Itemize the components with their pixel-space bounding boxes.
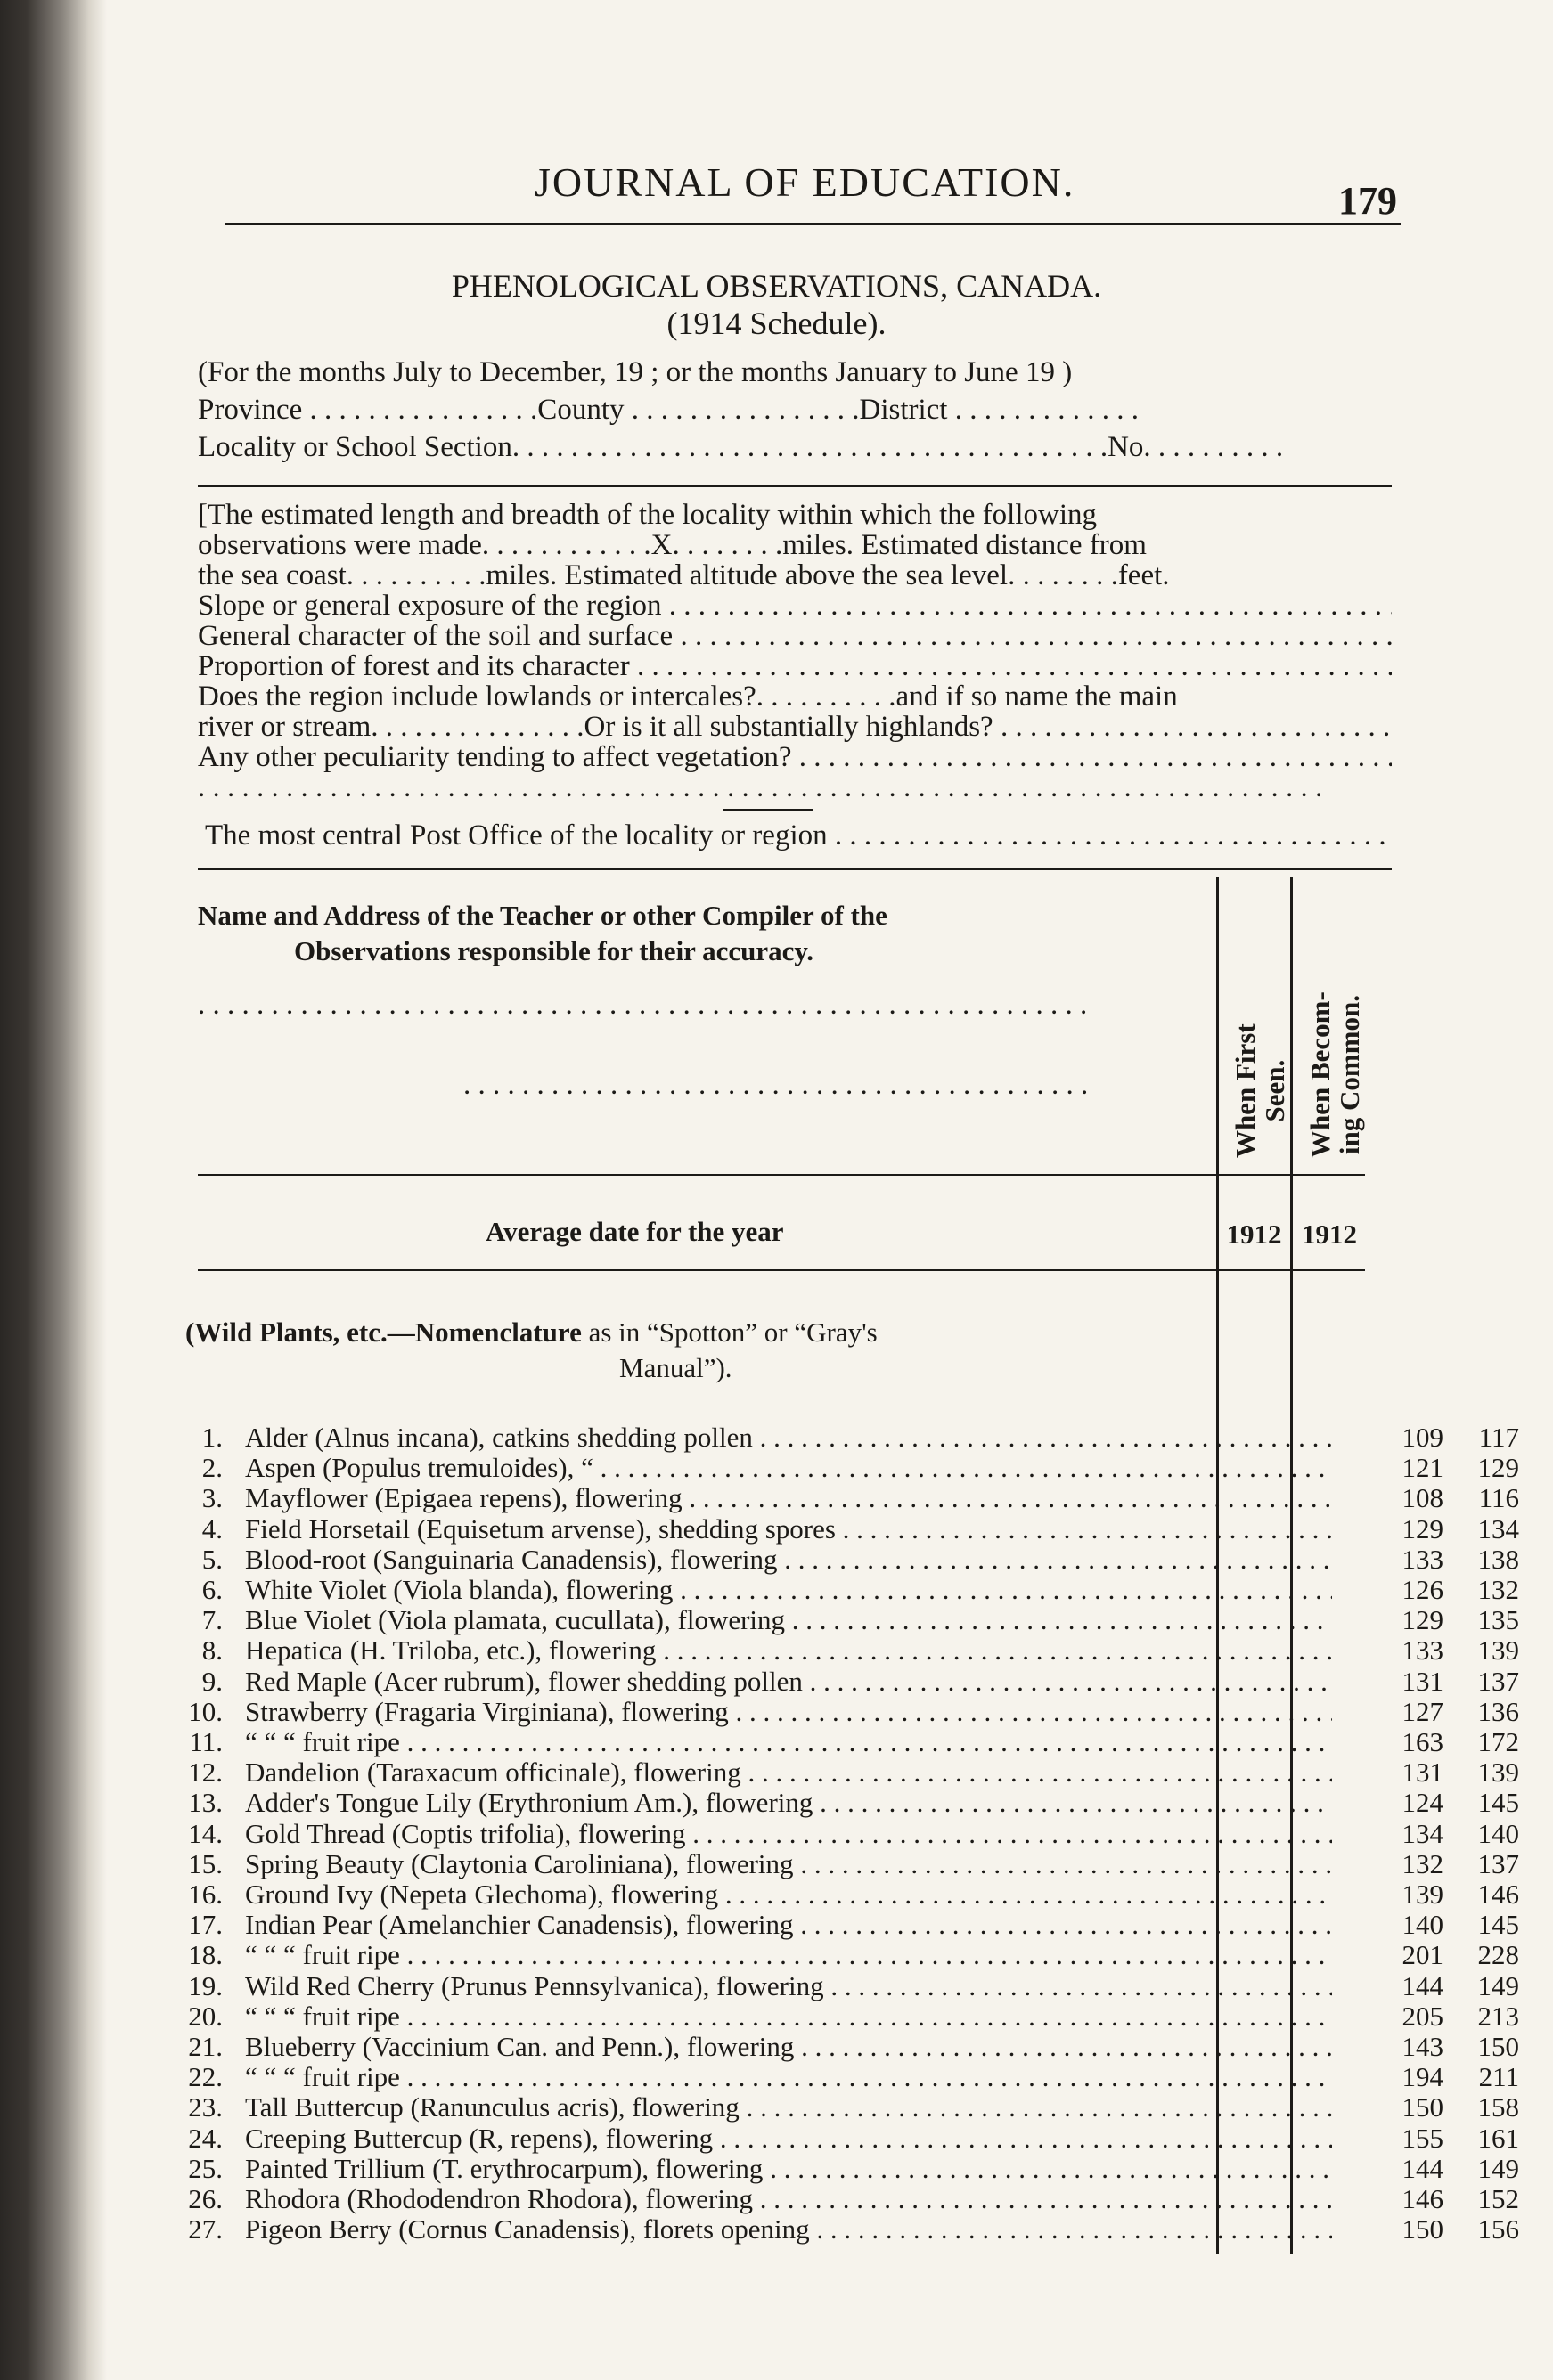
plant-row	[160, 1817, 1519, 1849]
plant-first-seen: 144	[1402, 2152, 1443, 2184]
plant-name: Strawberry (Fragaria Virginiana), flowering . . .	[245, 1696, 1332, 1728]
section-rule-4	[198, 1269, 1365, 1271]
plant-first-seen: 109	[1402, 1422, 1443, 1453]
col-common-line2: ing Common.	[1333, 995, 1365, 1155]
plant-common: 158	[1477, 2091, 1519, 2123]
plant-name: Alder (Alnus incana), catkins shedding pollen . . .	[245, 1422, 1332, 1454]
locality-detail-1: [The estimated length and breadth of the locality within which the following	[198, 499, 1097, 531]
locality-detail-2: observations were made. . . . . . . . . . . .X. . . . . . . .miles. Estimated distance from	[198, 529, 1147, 561]
plant-number: 13.	[188, 1787, 223, 1819]
plant-common: 228	[1477, 1939, 1519, 1971]
plant-row	[160, 1879, 1519, 1910]
col-first-seen-line2: Seen.	[1258, 1059, 1290, 1122]
plant-common: 150	[1477, 2031, 1519, 2062]
locality-detail-9: Any other peculiarity tending to affect vegetation? . . .	[198, 741, 1392, 774]
plant-number: 14.	[188, 1817, 223, 1849]
plant-number: 4.	[201, 1512, 223, 1545]
plant-name: Indian Pear (Amelanchier Canadensis), flowering . . .	[245, 1909, 1332, 1941]
plant-name: “ “ “ fruit ripe . . .	[245, 1726, 1332, 1758]
plant-common: 117	[1478, 1422, 1519, 1453]
plant-number: 11.	[189, 1726, 223, 1757]
plant-number: 26.	[188, 2183, 223, 2214]
plant-name: Dandelion (Taraxacum officinale), flowering . . .	[245, 1756, 1332, 1789]
plant-row	[160, 1695, 1519, 1727]
plant-row	[160, 1787, 1519, 1819]
plant-row	[160, 2152, 1519, 2184]
plant-row	[160, 1847, 1519, 1879]
compiler-blank-1	[198, 989, 1089, 1022]
plant-first-seen: 127	[1402, 1695, 1443, 1727]
plant-common: 156	[1477, 2213, 1519, 2246]
plant-first-seen: 131	[1402, 1665, 1443, 1697]
plant-first-seen: 126	[1402, 1574, 1443, 1605]
plant-number: 9.	[201, 1665, 223, 1697]
plant-row	[160, 2091, 1519, 2123]
plant-name: Rhodora (Rhododendron Rhodora), flowering . . .	[245, 2183, 1332, 2215]
plant-name: Painted Trillium (T. erythrocarpum), flowering . . .	[245, 2153, 1332, 2185]
plant-row	[160, 1422, 1519, 1453]
plant-common: 134	[1477, 1512, 1519, 1545]
schedule-subtitle: (1914 Schedule).	[666, 306, 887, 341]
col-first-seen-line1: When First	[1230, 1023, 1261, 1158]
plant-row	[160, 1574, 1519, 1605]
locality-detail-7: Does the region include lowlands or intercales?. . . . . . . . . .and if so name the main	[198, 681, 1178, 713]
col-common-line1: When Becom-	[1304, 991, 1336, 1158]
plant-row	[160, 2183, 1519, 2214]
plant-row	[160, 1756, 1519, 1789]
plant-name: Tall Buttercup (Ranunculus acris), flowering . . .	[245, 2091, 1332, 2123]
plant-first-seen: 121	[1402, 1452, 1443, 1484]
plant-row	[160, 1604, 1519, 1636]
average-year-first: 1912	[1226, 1219, 1282, 1250]
compiler-line-2: Observations responsible for their accuracy.	[294, 935, 813, 966]
plant-common: 140	[1477, 1817, 1519, 1849]
locality-detail-3: the sea coast. . . . . . . . . .miles. Estimated altitude above the sea level. . . . . . . .feet.	[198, 559, 1170, 591]
plant-first-seen: 129	[1402, 1512, 1443, 1545]
locality-blank-line	[198, 771, 1392, 804]
plant-name: Ground Ivy (Nepeta Glechoma), flowering . . .	[245, 1879, 1332, 1911]
plant-common: 211	[1478, 2061, 1519, 2093]
plant-number: 7.	[201, 1604, 223, 1636]
plant-common: 129	[1477, 1452, 1519, 1484]
average-year-common: 1912	[1302, 1219, 1357, 1250]
plant-common: 138	[1477, 1543, 1519, 1575]
plant-row	[160, 2122, 1519, 2154]
plant-row	[160, 2031, 1519, 2062]
plant-name: Gold Thread (Coptis trifolia), flowering . . .	[245, 1818, 1332, 1850]
plant-number: 6.	[201, 1574, 223, 1605]
plant-name: Blue Violet (Viola plamata, cucullata), flowering . . .	[245, 1604, 1332, 1636]
plant-row	[160, 1939, 1519, 1971]
plant-row	[160, 2061, 1519, 2093]
plant-number: 1.	[201, 1422, 223, 1453]
plant-name: Wild Red Cherry (Prunus Pennsylvanica), flowering . . .	[245, 1970, 1332, 2002]
plant-row	[160, 1452, 1519, 1484]
plant-name: Adder's Tongue Lily (Erythronium Am.), flowering . . .	[245, 1787, 1332, 1819]
plant-name: Blueberry (Vaccinium Can. and Penn.), flowering . . .	[245, 2031, 1332, 2063]
plant-common: 213	[1477, 2000, 1519, 2032]
plant-row	[160, 1969, 1519, 2001]
plant-number: 17.	[188, 1909, 223, 1941]
plant-first-seen: 132	[1402, 1847, 1443, 1879]
plant-row	[160, 1909, 1519, 1941]
plant-name: Pigeon Berry (Cornus Canadensis), florets opening . . .	[245, 2213, 1332, 2246]
province-line: Province . . . . . . . . . . . . . . . .County . . . . . . . . . . . . . . . .District . . . . . . . . . . . . .	[198, 394, 1139, 426]
plant-first-seen: 108	[1402, 1482, 1443, 1514]
plant-number: 16.	[188, 1879, 223, 1910]
section-rule-3	[198, 1174, 1365, 1176]
plant-number: 12.	[188, 1756, 223, 1789]
col-common-header	[1306, 991, 1364, 1158]
plant-first-seen: 163	[1402, 1726, 1443, 1757]
plant-first-seen: 133	[1402, 1634, 1443, 1667]
plant-common: 136	[1477, 1695, 1519, 1727]
plant-row	[160, 1512, 1519, 1545]
plant-number: 25.	[188, 2152, 223, 2184]
plant-common: 161	[1477, 2122, 1519, 2154]
plant-name: Mayflower (Epigaea repens), flowering . . .	[245, 1482, 1332, 1514]
plant-name: Field Horsetail (Equisetum arvense), shedding spores . . .	[245, 1513, 1332, 1545]
compiler-blank-2	[463, 1069, 1087, 1102]
plant-name: Hepatica (H. Triloba, etc.), flowering . . .	[245, 1634, 1332, 1667]
plant-number: 19.	[188, 1969, 223, 2001]
plant-name: Blood-root (Sanguinaria Canadensis), flowering . . .	[245, 1544, 1332, 1576]
average-date-label: Average date for the year	[486, 1216, 784, 1247]
plant-first-seen: 131	[1402, 1756, 1443, 1789]
plant-number: 8.	[201, 1634, 223, 1667]
locality-detail-5: General character of the soil and surface . . .	[198, 620, 1392, 653]
plant-common: 145	[1477, 1909, 1519, 1941]
plant-row	[160, 1665, 1519, 1697]
locality-detail-4: Slope or general exposure of the region . . .	[198, 590, 1392, 623]
col-first-seen-header	[1231, 1023, 1289, 1158]
plant-common: 149	[1477, 2152, 1519, 2184]
locality-line: Locality or School Section. . . . . . . . . . . . . . . . . . . . . . . . . . . . . . . . . . . . . . . . .No. . . . . . . . . .	[198, 431, 1284, 463]
plant-number: 18.	[188, 1939, 223, 1971]
locality-detail-6: Proportion of forest and its character . . .	[198, 650, 1392, 683]
plant-number: 10.	[188, 1695, 223, 1727]
journal-title: JOURNAL OF EDUCATION.	[535, 159, 1075, 205]
page-number: 179	[1338, 179, 1397, 223]
plant-common: 149	[1477, 1969, 1519, 2001]
compiler-line-1: Name and Address of the Teacher or other Compiler of the	[198, 900, 887, 931]
plant-number: 22.	[188, 2061, 223, 2093]
section-rule-1	[198, 485, 1392, 487]
plant-first-seen: 155	[1402, 2122, 1443, 2154]
plant-common: 172	[1477, 1726, 1519, 1757]
plant-common: 152	[1477, 2183, 1519, 2214]
months-line: (For the months July to December, 19 ; or the months January to June 19 )	[198, 356, 1073, 388]
plant-row	[160, 1543, 1519, 1575]
plant-first-seen: 201	[1402, 1939, 1443, 1971]
plant-name: Red Maple (Acer rubrum), flower shedding pollen . . .	[245, 1666, 1332, 1698]
section-rule-2	[198, 868, 1392, 870]
plant-number: 23.	[188, 2091, 223, 2123]
plant-first-seen: 124	[1402, 1787, 1443, 1819]
plant-number: 27.	[188, 2213, 223, 2246]
plant-first-seen: 143	[1402, 2031, 1443, 2062]
plant-name: Creeping Buttercup (R, repens), flowering . . .	[245, 2123, 1332, 2155]
header-rule	[225, 223, 1401, 225]
plant-number: 24.	[188, 2122, 223, 2154]
plant-first-seen: 133	[1402, 1543, 1443, 1575]
plant-name: “ “ “ fruit ripe . . .	[245, 1939, 1332, 1971]
plant-first-seen: 140	[1402, 1909, 1443, 1941]
plant-name: White Violet (Viola blanda), flowering . . .	[245, 1574, 1332, 1606]
locality-detail-8: river or stream. . . . . . . . . . . . . . .Or is it all substantially highlands? . . .	[198, 711, 1392, 744]
plant-row	[160, 2000, 1519, 2032]
short-rule	[723, 809, 813, 811]
plant-common: 139	[1477, 1756, 1519, 1789]
plant-first-seen: 205	[1402, 2000, 1443, 2032]
plant-first-seen: 139	[1402, 1879, 1443, 1910]
plant-common: 132	[1477, 1574, 1519, 1605]
plant-common: 145	[1477, 1787, 1519, 1819]
plant-common: 146	[1477, 1879, 1519, 1910]
plant-number: 3.	[201, 1482, 223, 1514]
plant-row	[160, 1634, 1519, 1667]
plant-row	[160, 1482, 1519, 1514]
plant-first-seen: 144	[1402, 1969, 1443, 2001]
plant-row	[160, 1726, 1519, 1757]
plant-number: 5.	[201, 1543, 223, 1575]
plant-first-seen: 194	[1402, 2061, 1443, 2093]
plant-first-seen: 129	[1402, 1604, 1443, 1636]
plant-common: 116	[1478, 1482, 1519, 1514]
plant-name: Spring Beauty (Claytonia Caroliniana), flowering . . .	[245, 1848, 1332, 1880]
nomenclature-line-2: Manual”).	[619, 1352, 732, 1383]
plant-first-seen: 134	[1402, 1817, 1443, 1849]
plant-number: 21.	[188, 2031, 223, 2062]
plant-first-seen: 150	[1402, 2091, 1443, 2123]
plant-number: 2.	[201, 1452, 223, 1484]
plant-common: 137	[1477, 1847, 1519, 1879]
plant-name: “ “ “ fruit ripe . . .	[245, 2001, 1332, 2033]
nomenclature-line-1: (Wild Plants, etc.—Nomenclature as in “Spotton” or “Gray's	[185, 1316, 878, 1348]
plant-first-seen: 150	[1402, 2213, 1443, 2246]
plant-number: 20.	[188, 2000, 223, 2032]
page-binding-shadow	[0, 0, 107, 2380]
schedule-title: PHENOLOGICAL OBSERVATIONS, CANADA.	[451, 268, 1102, 304]
plant-name: “ “ “ fruit ripe . . .	[245, 2061, 1332, 2093]
plant-common: 139	[1477, 1634, 1519, 1667]
plant-name: Aspen (Populus tremuloides), “ . . .	[245, 1452, 1332, 1484]
plant-common: 135	[1477, 1604, 1519, 1636]
plant-first-seen: 146	[1402, 2183, 1443, 2214]
plant-common: 137	[1477, 1665, 1519, 1697]
plant-number: 15.	[188, 1847, 223, 1879]
post-office-line: The most central Post Office of the locality or region . . .	[205, 819, 1392, 852]
plant-row	[160, 2213, 1519, 2246]
